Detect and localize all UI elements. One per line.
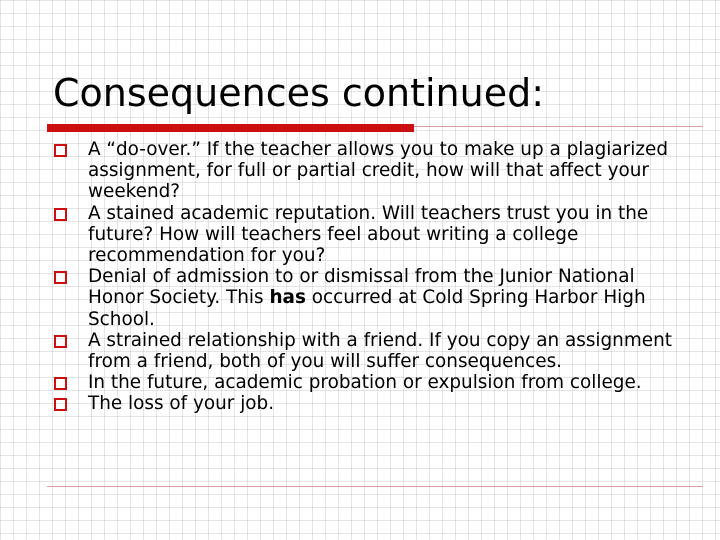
bullet-text: Denial of admission to or dismissal from the Junior National Honor Society. This has occurred at Cold Spring Harbor High School.: [88, 266, 646, 330]
bullet-item: [52, 393, 682, 414]
checkbox-icon: [54, 271, 67, 284]
checkbox-icon: [54, 398, 67, 411]
bullet-list: [52, 139, 682, 415]
bullet-item: [52, 203, 682, 267]
checkbox-icon: [54, 208, 67, 221]
footer-rule: [47, 486, 703, 487]
checkbox-icon: [54, 335, 67, 348]
slide-title: Consequences continued:: [53, 71, 545, 115]
bullet-text: In the future, academic probation or expulsion from college.: [88, 372, 642, 394]
emphasis-has: has: [269, 287, 306, 309]
bullet-item: [52, 372, 682, 393]
bullet-text: A “do-over.” If the teacher allows you to make up a plagiarized assignment, for full or partial credit, how will that affect your weekend?: [88, 139, 668, 203]
checkbox-icon: [54, 377, 67, 390]
bullet-text: The loss of your job.: [88, 393, 275, 415]
bullet-item: [52, 330, 682, 372]
bullet-item: [52, 139, 682, 203]
title-underline-accent: [47, 124, 414, 132]
bullet-item: [52, 266, 682, 330]
bullet-text: A strained relationship with a friend. If you copy an assignment from a friend, both of you will suffer consequences.: [88, 329, 672, 373]
checkbox-icon: [54, 144, 67, 157]
bullet-text: A stained academic reputation. Will teachers trust you in the future? How will teachers feel about writing a college recommendation for you?: [88, 202, 649, 267]
